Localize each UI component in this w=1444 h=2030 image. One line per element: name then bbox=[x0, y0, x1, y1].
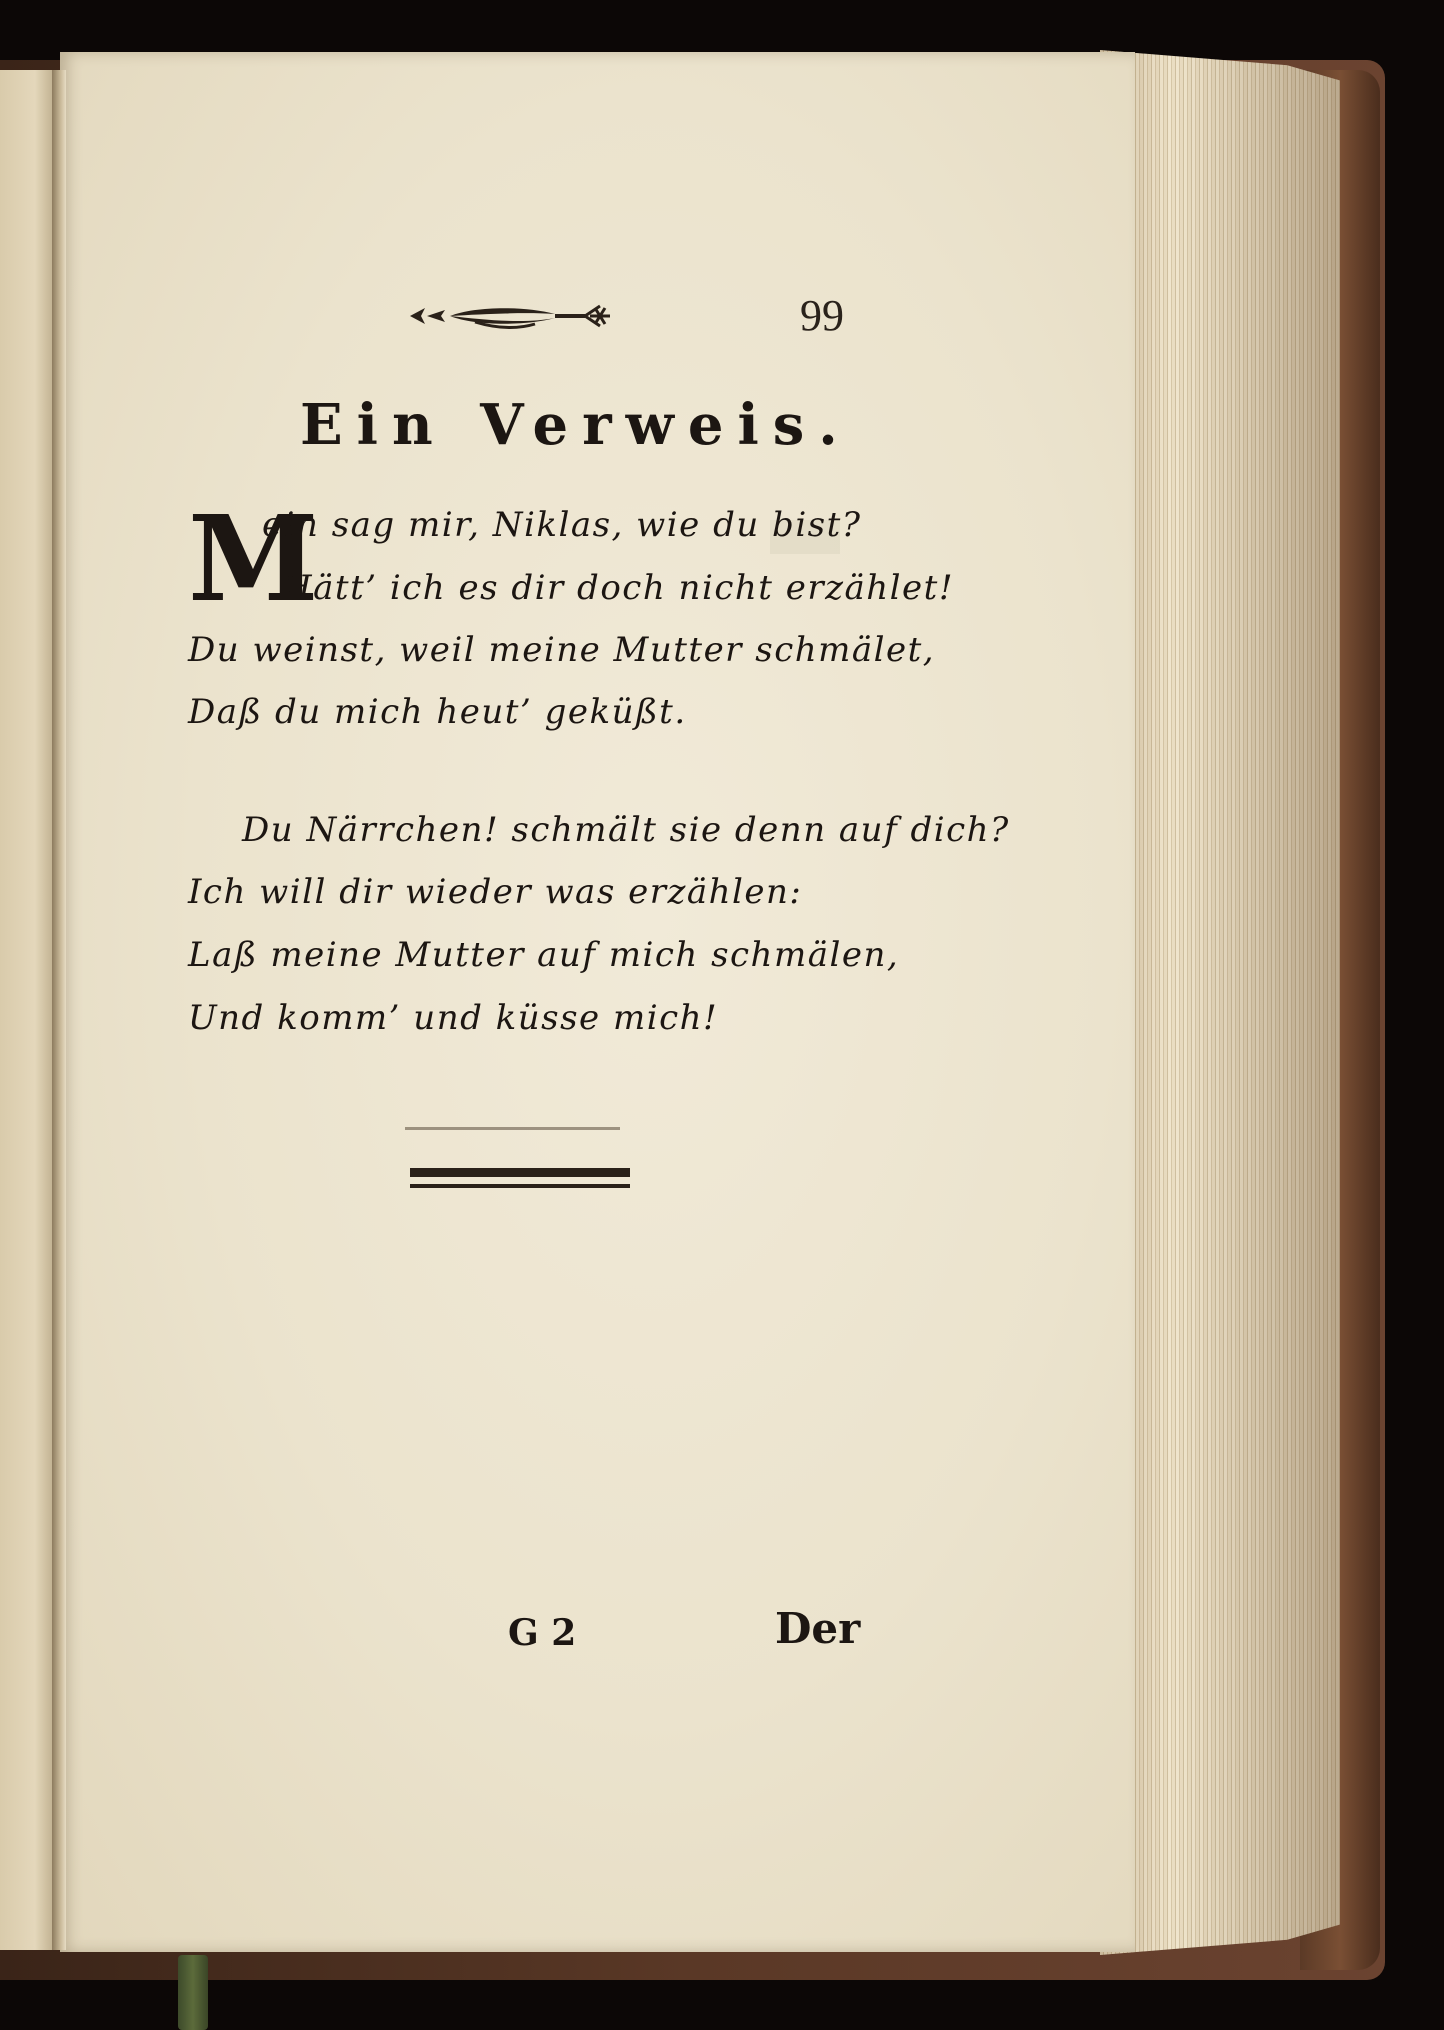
drop-cap: M bbox=[188, 489, 319, 628]
poem-title: Ein Verweis. bbox=[300, 392, 852, 458]
poem-line: Daß du mich heut’ geküßt. bbox=[188, 692, 687, 732]
bookmark-ribbon bbox=[178, 1955, 208, 2030]
poem-line: ein sag mir, Niklas, wie du bist? bbox=[262, 505, 862, 545]
divider-double bbox=[410, 1168, 630, 1193]
poem-line: Und komm’ und küsse mich! bbox=[188, 998, 719, 1038]
poem-line: Du weinst, weil meine Mutter schmälet, bbox=[188, 630, 936, 670]
signature-mark: G 2 bbox=[508, 1612, 577, 1654]
divider-thin bbox=[405, 1127, 620, 1130]
catchword: Der bbox=[775, 1604, 861, 1653]
book-gutter bbox=[52, 70, 66, 1950]
poem-line: Ich will dir wieder was erzählen: bbox=[188, 872, 803, 912]
poem-line: Laß meine Mutter auf mich schmälen, bbox=[188, 935, 900, 975]
page-number: 99 bbox=[800, 291, 844, 340]
left-page-edge bbox=[0, 70, 58, 1950]
header-ornament-icon bbox=[405, 296, 620, 336]
poem-line: Hätt’ ich es dir doch nicht erzählet! bbox=[282, 568, 954, 608]
poem-line: Du Närrchen! schmält sie denn auf dich? bbox=[242, 810, 1010, 850]
